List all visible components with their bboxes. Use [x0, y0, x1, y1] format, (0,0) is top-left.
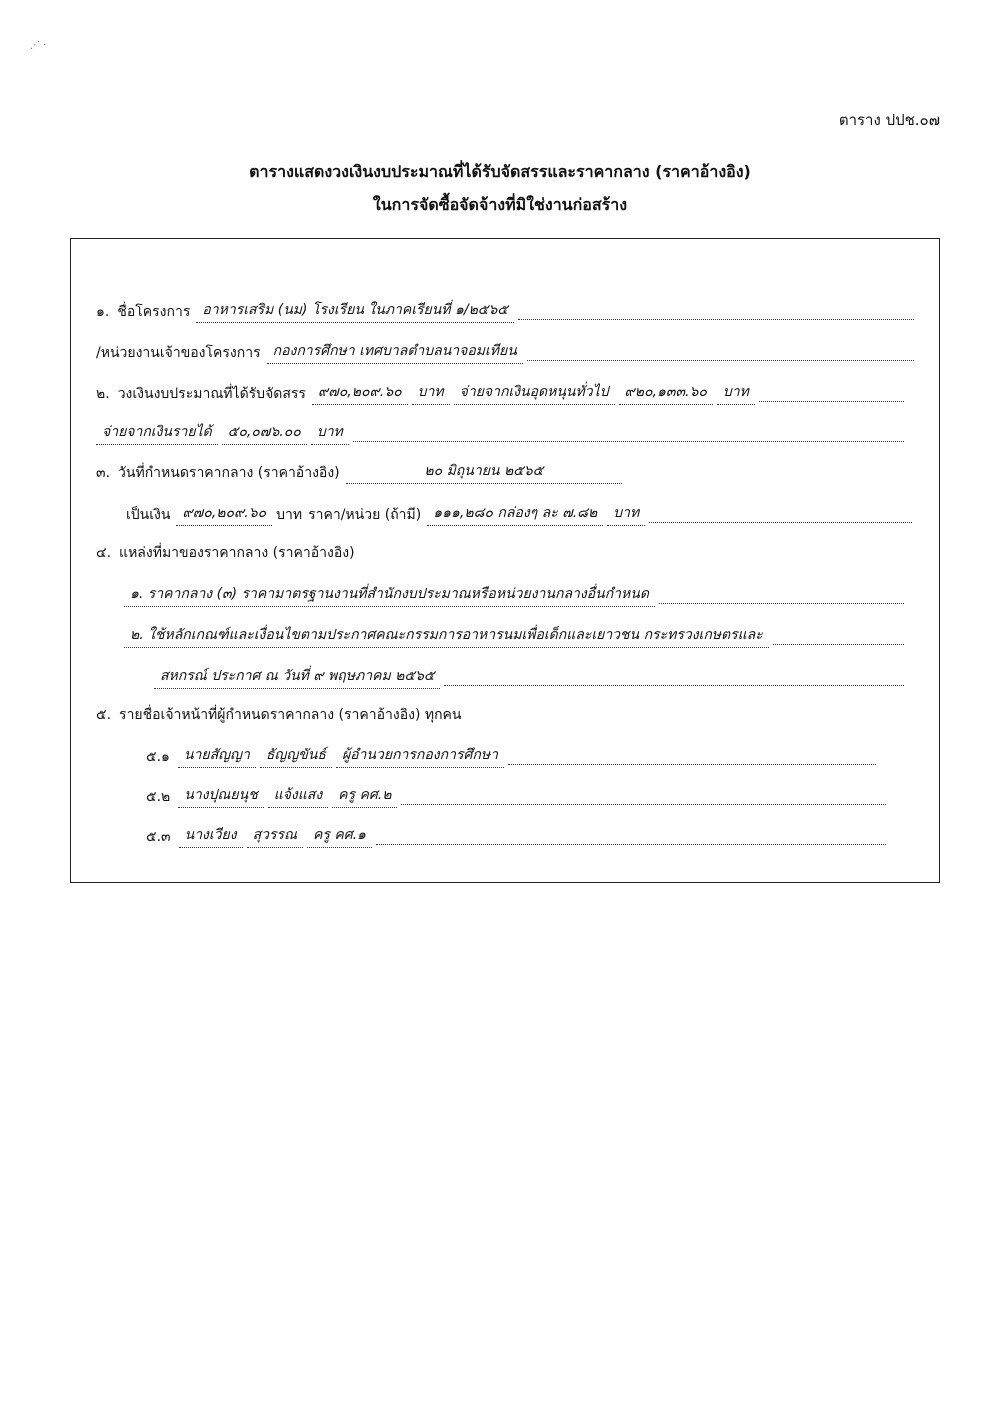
income-label: จ่ายจากเงินรายได้ [96, 421, 218, 445]
item2-row [96, 381, 904, 405]
unit-price-label: ราคา/หน่วย (ถ้ามี) [308, 507, 422, 523]
official-name: นายสัญญา [178, 744, 256, 768]
dotted-line [759, 401, 904, 402]
unit-price-field: ๑๑๑,๒๘๐ กล่องๆ ละ ๗.๘๒ [427, 502, 603, 526]
source-row-1 [124, 583, 904, 607]
form-code: ตาราง ปปช.๐๗ [838, 111, 940, 129]
item5-row [96, 704, 468, 726]
item1-row [96, 299, 914, 323]
official-row [146, 744, 876, 768]
item4-label: แหล่งที่มาของราคากลาง (ราคาอ้างอิง) [119, 545, 355, 561]
official-position: ครู คศ.๒ [332, 784, 397, 808]
dotted-line [649, 522, 912, 523]
item5-number: ๕. [96, 707, 112, 723]
page-title: ตารางแสดงวงเงินงบประมาณที่ได้รับจัดสรรและราคากลาง (ราคาอ้างอิง) [249, 162, 751, 181]
item3-label: วันที่กำหนดราคากลาง (ราคาอ้างอิง) [118, 465, 340, 481]
official-position: ครู คศ.๑ [307, 824, 372, 848]
unit-price-unit: บาท [607, 502, 645, 526]
subsidy-unit: บาท [717, 381, 755, 405]
income-unit: บาท [311, 421, 349, 445]
item2-label: วงเงินงบประมาณที่ได้รับจัดสรร [117, 386, 306, 402]
source-1-field: ๑. ราคากลาง (๓) ราคามาตรฐานงานที่สำนักงบประมาณหรือหน่วยงานกลางอื่นกำหนด [124, 583, 655, 607]
source-2-field: ๒. ใช้หลักเกณฑ์และเงื่อนไขตามประกาศคณะกรรมการอาหารนมเพื่อเด็กและเยาวชน กระทรวงเกษตรและ [124, 624, 769, 648]
item5-label: รายชื่อเจ้าหน้าที่ผู้กำหนดราคากลาง (ราคาอ้างอิง) ทุกคน [119, 707, 462, 723]
item3-row [96, 460, 626, 484]
item4-row [96, 542, 361, 564]
project-name-field: อาหารเสริม (นม) โรงเรียน ในภาคเรียนที่ ๑/๒๕๖๕ [196, 299, 514, 323]
source-row-3 [154, 665, 904, 689]
dotted-line [508, 764, 876, 765]
subsidy-amount-field: ๙๒๐,๑๓๓.๖๐ [619, 381, 713, 405]
official-row [146, 824, 886, 848]
income-amount-field: ๕๐,๐๗๖.๐๐ [222, 421, 307, 445]
official-number: ๕.๑ [146, 749, 170, 765]
dotted-line [659, 603, 904, 604]
dotted-line [401, 804, 886, 805]
official-row [146, 784, 886, 808]
source-row-2 [124, 624, 904, 648]
scan-speck: ⋰ · [30, 40, 47, 51]
official-number: ๕.๓ [146, 829, 171, 845]
dotted-line [527, 360, 914, 361]
dotted-line [444, 685, 904, 686]
budget-amount-field: ๙๗๐,๒๐๙.๖๐ [312, 381, 408, 405]
budget-unit: บาท [412, 381, 450, 405]
official-surname: ธัญญขันธ์ [260, 744, 332, 768]
amount-unit: บาท [276, 507, 303, 523]
subsidy-label: จ่ายจากเงินอุดหนุนทั่วไป [454, 381, 615, 405]
amount-label: เป็นเงิน [126, 507, 171, 523]
official-number: ๕.๒ [146, 789, 171, 805]
dotted-line [353, 441, 904, 442]
owner-field: กองการศึกษา เทศบาลตำบลนาจอมเทียน [267, 340, 523, 364]
item1-number: ๑. [96, 304, 110, 320]
item3-number: ๓. [96, 465, 111, 481]
owner-label: /หน่วยงานเจ้าของโครงการ [96, 345, 261, 361]
dotted-line [773, 644, 904, 645]
official-position: ผู้อำนวยการกองการศึกษา [336, 744, 504, 768]
item1-owner-row [96, 340, 914, 364]
item4-number: ๔. [96, 545, 112, 561]
dotted-line [376, 844, 886, 845]
item3-amount-row [126, 502, 912, 526]
source-2-continued-field: สหกรณ์ ประกาศ ณ วันที่ ๙ พฤษภาคม ๒๕๖๕ [154, 665, 440, 689]
official-name: นางปุณยนุช [178, 784, 263, 808]
official-surname: แจ้งแสง [268, 784, 328, 808]
reference-amount-field: ๙๗๐,๒๐๙.๖๐ [176, 502, 272, 526]
reference-date-field: ๒๐ มิถุนายน ๒๕๖๕ [346, 460, 622, 484]
item2-income-row [96, 421, 904, 445]
official-name: นางเวียง [179, 824, 243, 848]
item2-number: ๒. [96, 386, 110, 402]
dotted-line [518, 319, 914, 320]
page-subtitle: ในการจัดซื้อจัดจ้างที่มิใช่งานก่อสร้าง [372, 195, 628, 214]
official-surname: สุวรรณ [247, 824, 303, 848]
item1-label: ชื่อโครงการ [117, 304, 191, 320]
